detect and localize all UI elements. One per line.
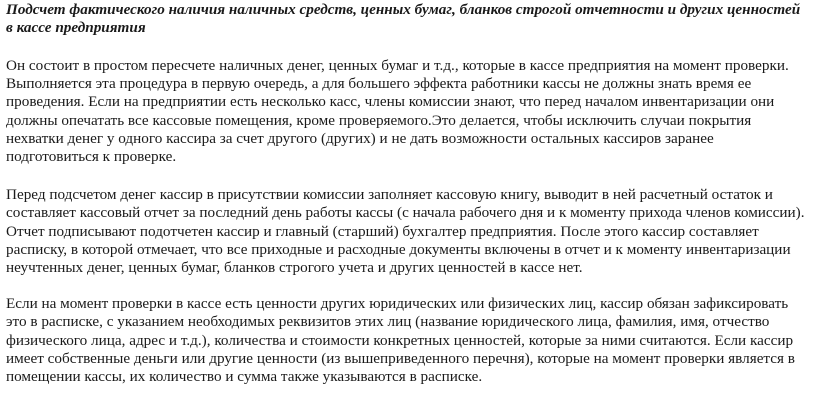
- paragraph-cash-report: Перед подсчетом денег кассир в присутствии комиссии заполняет кассовую книгу, выводит в ней расчетный остаток и составляет кассовый отчет за последний день работы кассы (с начала рабочего дня и к моменту прихода членов комиссии). Отчет подписывают подотчетен кассир и главный (старший) бухгалтер предприятия. После этого кассир составляет расписку, в которой отмечает, что все приходные и расходные документы включены в отчет и к моменту инвентаризации неучтенных денег, ценных бумаг, бланков строгого учета и других ценностей в кассе нет.: [6, 186, 805, 277]
- paragraph-third-party-valuables: Если на момент проверки в кассе есть ценности других юридических или физических лиц, кассир обязан зафиксировать это в расписке, с указанием необходимых реквизитов этих лиц (название юридического лица, фамилия, имя, отчество физического лица, адрес и т.д.), количества и стоимости конкретных ценностей, которые за ними считаются. Если кассир имеет собственные деньги или другие ценности (из вышеприведенного перечня), которые на момент проверки является в помещении кассы, их количество и сумма также указываются в расписке.: [6, 295, 795, 386]
- paragraph-inventory-recount: Он состоит в простом пересчете наличных денег, ценных бумаг и т.д., которые в кассе предприятия на момент проверки. Выполняется эта процедура в первую очередь, а для большего эффекта работники кассы не должны знать время ее проведения. Если на предприятии есть несколько касс, члены комиссии знают, что перед началом инвентаризации они должны опечатать все кассовые помещения, кроме проверяемого.Это делается, чтобы исключить случаи покрытия нехватки денег у одного кассира за счет другого (других) и не дать возможности остальных кассиров заранее подготовиться к проверке.: [6, 57, 789, 166]
- document-heading: Подсчет фактического наличия наличных средств, ценных бумаг, бланков строгой отчетности и других ценностей в кассе предприятия: [6, 1, 801, 36]
